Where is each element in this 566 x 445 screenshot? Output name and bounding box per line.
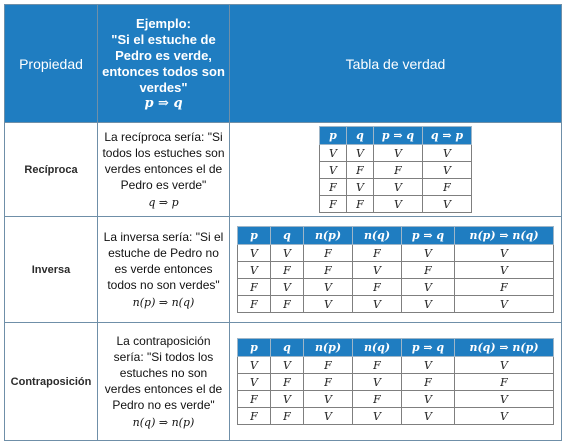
col-header: n(q)	[353, 227, 402, 245]
example-inversa	[98, 217, 230, 323]
cell: F	[353, 391, 402, 408]
cell: V	[353, 408, 402, 425]
cell: F	[304, 262, 353, 279]
property-contraposicion: Contraposición	[5, 323, 98, 441]
table-row	[320, 196, 472, 213]
header-ejemplo-text: "Si el estuche de Pedro es verde, entonces todos son verdes"	[102, 31, 225, 95]
header-ejemplo-formula: p ⇒ q	[144, 95, 183, 111]
col-header: q	[271, 227, 304, 245]
cell: V	[238, 262, 271, 279]
cell: V	[374, 196, 423, 213]
col-header: q	[347, 127, 374, 145]
cell: V	[423, 196, 472, 213]
col-header: p	[320, 127, 347, 145]
cell: V	[402, 279, 455, 296]
cell: F	[455, 374, 554, 391]
table-row	[238, 357, 554, 374]
cell: F	[455, 279, 554, 296]
truth-table-contraposicion	[237, 338, 554, 425]
example-formula: q ⇒ p	[148, 195, 179, 209]
col-header: p ⇒ q	[402, 227, 455, 245]
col-header: p	[238, 339, 271, 357]
cell: F	[271, 296, 304, 313]
truth-table-header	[238, 339, 554, 357]
cell: F	[304, 357, 353, 374]
cell: F	[238, 391, 271, 408]
cell: V	[238, 357, 271, 374]
cell: V	[402, 296, 455, 313]
cell: F	[238, 279, 271, 296]
cell: V	[402, 391, 455, 408]
cell: V	[402, 408, 455, 425]
cell: V	[271, 245, 304, 262]
col-header: n(p)	[304, 339, 353, 357]
cell: F	[304, 374, 353, 391]
cell: V	[402, 245, 455, 262]
cell: V	[304, 279, 353, 296]
cell: V	[455, 391, 554, 408]
example-text: La contraposición sería: "Si todos los estuches no son verdes entonces el de Pedro no es verde"	[104, 333, 223, 412]
cell: V	[455, 262, 554, 279]
cell: F	[423, 179, 472, 196]
cell: V	[455, 408, 554, 425]
cell: F	[304, 245, 353, 262]
col-header: q	[271, 339, 304, 357]
truth-table-reciproca	[319, 126, 472, 213]
cell: V	[320, 145, 347, 162]
example-text: La recíproca sería: "Si todos los estuches son verdes entonces el de Pedro es verde"	[102, 129, 225, 192]
cell: F	[353, 357, 402, 374]
cell: V	[238, 245, 271, 262]
cell: V	[402, 357, 455, 374]
cell: V	[353, 296, 402, 313]
cell: V	[374, 145, 423, 162]
table-row	[238, 245, 554, 262]
example-contraposicion	[98, 323, 230, 441]
header-propiedad: Propiedad	[5, 5, 98, 123]
col-header: p ⇒ q	[374, 127, 423, 145]
cell: V	[353, 374, 402, 391]
cell: F	[402, 374, 455, 391]
cell: F	[238, 296, 271, 313]
cell: V	[271, 391, 304, 408]
cell: V	[353, 262, 402, 279]
cell: F	[320, 179, 347, 196]
col-header: n(p)	[304, 227, 353, 245]
example-text: La inversa sería: "Si el estuche de Pedro no es verde entonces todos no son verdes"	[103, 229, 224, 292]
truth-table-header	[320, 127, 472, 145]
example-formula: n(p) ⇒ n(q)	[132, 295, 195, 309]
table-row	[320, 162, 472, 179]
cell: V	[455, 296, 554, 313]
cell: V	[271, 357, 304, 374]
row-contraposicion	[5, 323, 562, 441]
cell: V	[455, 357, 554, 374]
table-row	[238, 391, 554, 408]
col-header: p ⇒ q	[402, 339, 455, 357]
cell: V	[347, 145, 374, 162]
col-header: n(p) ⇒ n(q)	[455, 227, 554, 245]
cell: F	[353, 245, 402, 262]
cell: F	[271, 262, 304, 279]
cell: F	[374, 162, 423, 179]
header-ejemplo-label: Ejemplo:	[136, 15, 191, 31]
cell: F	[353, 279, 402, 296]
table-row	[320, 145, 472, 162]
cell: V	[455, 245, 554, 262]
property-inversa: Inversa	[5, 217, 98, 323]
cell: F	[271, 408, 304, 425]
row-reciproca	[5, 123, 562, 217]
cell: F	[238, 408, 271, 425]
header-ejemplo	[98, 5, 230, 123]
cell: F	[347, 162, 374, 179]
table-row	[320, 179, 472, 196]
cell: F	[347, 196, 374, 213]
cell: V	[320, 162, 347, 179]
table-row	[238, 262, 554, 279]
col-header: n(q) ⇒ n(p)	[455, 339, 554, 357]
cell: V	[347, 179, 374, 196]
header-tabla-de-verdad: Tabla de verdad	[230, 5, 562, 123]
col-header: q ⇒ p	[423, 127, 472, 145]
table-row	[238, 279, 554, 296]
table-row	[238, 374, 554, 391]
property-reciproca: Recíproca	[5, 123, 98, 217]
row-inversa	[5, 217, 562, 323]
truth-table-inversa	[237, 226, 554, 313]
properties-table	[4, 4, 562, 441]
cell: F	[320, 196, 347, 213]
cell: V	[271, 279, 304, 296]
truth-table-header	[238, 227, 554, 245]
table-row	[238, 408, 554, 425]
example-reciproca	[98, 123, 230, 217]
table-row	[238, 296, 554, 313]
cell: V	[238, 374, 271, 391]
cell: F	[402, 262, 455, 279]
cell: F	[271, 374, 304, 391]
cell: V	[374, 179, 423, 196]
header-row	[5, 5, 562, 123]
cell: V	[304, 391, 353, 408]
cell: V	[304, 408, 353, 425]
col-header: n(q)	[353, 339, 402, 357]
cell: V	[423, 145, 472, 162]
cell: V	[423, 162, 472, 179]
example-formula: n(q) ⇒ n(p)	[132, 415, 195, 429]
cell: V	[304, 296, 353, 313]
col-header: p	[238, 227, 271, 245]
